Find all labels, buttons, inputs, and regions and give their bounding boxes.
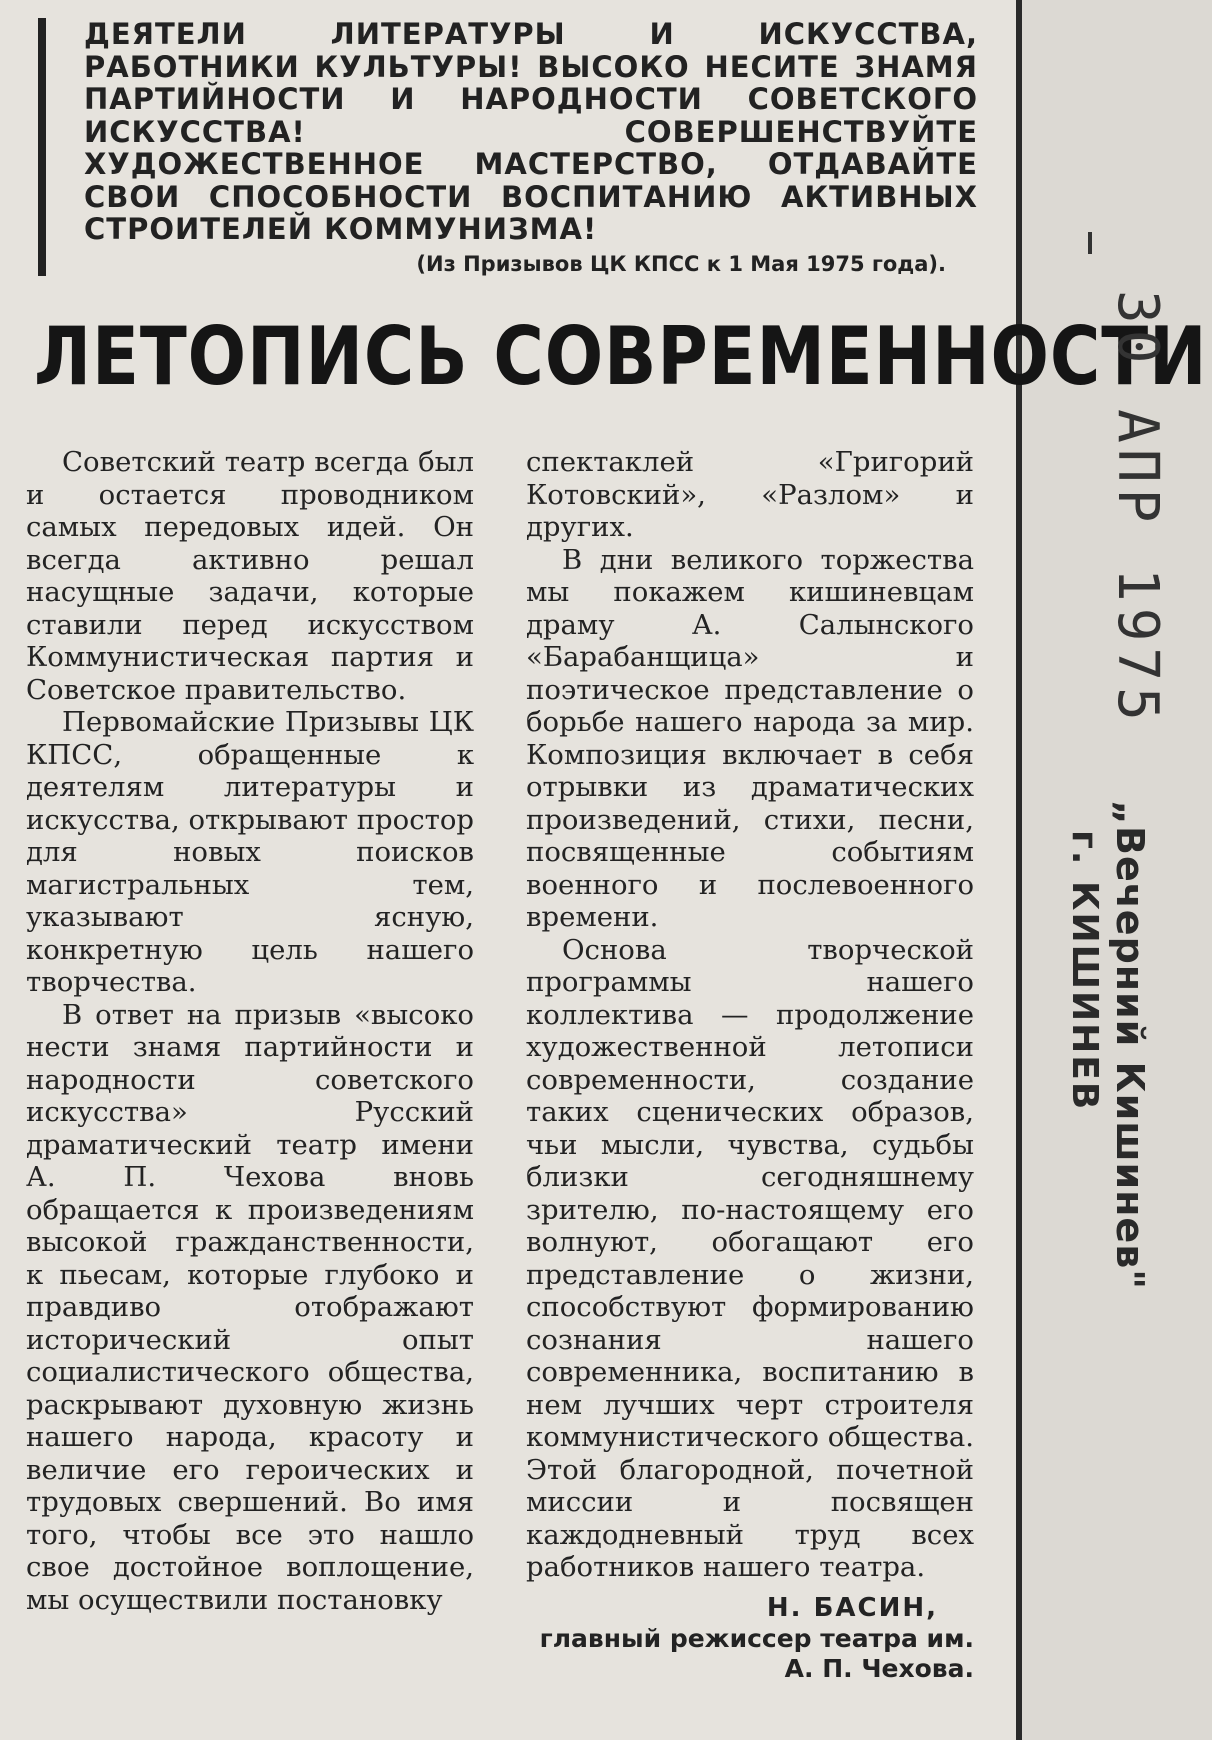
article-paragraph-continued: спектаклей «Григорий Котовский», «Разлом» и других. — [526, 446, 974, 543]
party-appeal — [38, 18, 978, 276]
author-name: Н. БАСИН, — [766, 1592, 938, 1623]
article-column-right — [526, 446, 974, 1684]
article-paragraph: Советский театр всегда был и остается проводником самых передовых идей. Он всегда активно решал насущные задачи, которые ставили перед искусством Коммунистическая партия и Советское правительство. — [26, 446, 474, 706]
appeal-text: ДЕЯТЕЛИ ЛИТЕРАТУРЫ И ИСКУССТВА, РАБОТНИКИ КУЛЬТУРЫ! ВЫСОКО НЕСИТЕ ЗНАМЯ ПАРТИЙНОСТИ И НАРОДНОСТИ СОВЕТСКОГО ИСКУССТВА! СОВЕРШЕНСТВУЙТЕ ХУДОЖЕСТВЕННОЕ МАСТЕРСТВО, ОТДАВАЙТЕ СВОИ СПОСОБНОСТИ ВОСПИТАНИЮ АКТИВНЫХ СТРОИТЕЛЕЙ КОММУНИЗМА! — [84, 17, 978, 246]
source-stamp — [1062, 800, 1154, 1290]
article-paragraph: В ответ на призыв «высоко нести знамя партийности и народности советского искусства» Русский драматический театр имени А. П. Чехова вновь обращается к произведениям высокой гражданственности, к пьесам, которые глубоко и правдиво отображают исторический опыт социалистического общества, раскрывают духовную жизнь нашего народа, красоту и величие его героических и трудовых свершений. Во имя того, чтобы все это нашло свое достойное воплощение, мы осуществили постановку — [26, 998, 474, 1616]
date-stamp: 30 АПР 1975 — [1105, 290, 1170, 727]
article-paragraph: В дни великого торжества мы покажем кишиневцам драму А. Салынского «Барабанщица» и поэтическое представление о борьбе нашего народа за мир. Композиция включает в себя отрывки из драматических произведений, стихи, песни, посвященные событиям военного и послевоенного времени. — [526, 543, 974, 933]
author-title: главный режиссер театра им. А. П. Чехова. — [539, 1624, 974, 1683]
appeal-source: (Из Призывов ЦК КПСС к 1 Мая 1975 года). — [416, 251, 946, 276]
newspaper-city: г. КИШИНЕВ — [1064, 830, 1105, 1112]
article-column-left — [26, 446, 474, 1616]
author-signature — [526, 1592, 974, 1685]
article-paragraph: Основа творческой программы нашего коллектива — продолжение художественной летописи современности, создание таких сценических образов, чьи мысли, чувства, судьбы близки сегодняшнему зрителю, по-настоящему его волнуют, обогащают его представление о жизни, способствуют формированию сознания нашего современника, воспитанию в нем лучших черт строителя коммунистического общества. Этой благородной, почетной миссии и посвящен каждодневный труд всех работников нашего театра. — [526, 933, 974, 1583]
stamp-mark — [1088, 232, 1092, 254]
article-headline: ЛЕТОПИСЬ СОВРЕМЕННОСТИ — [34, 310, 1208, 403]
article-paragraph: Первомайские Призывы ЦК КПСС, обращенные к деятелям литературы и искусства, открывают простор для новых поисков магистральных тем, указывают ясную, конкретную цель нашего творчества. — [26, 706, 474, 998]
newspaper-name: „Вечерний Кишинев" — [1108, 800, 1152, 1291]
